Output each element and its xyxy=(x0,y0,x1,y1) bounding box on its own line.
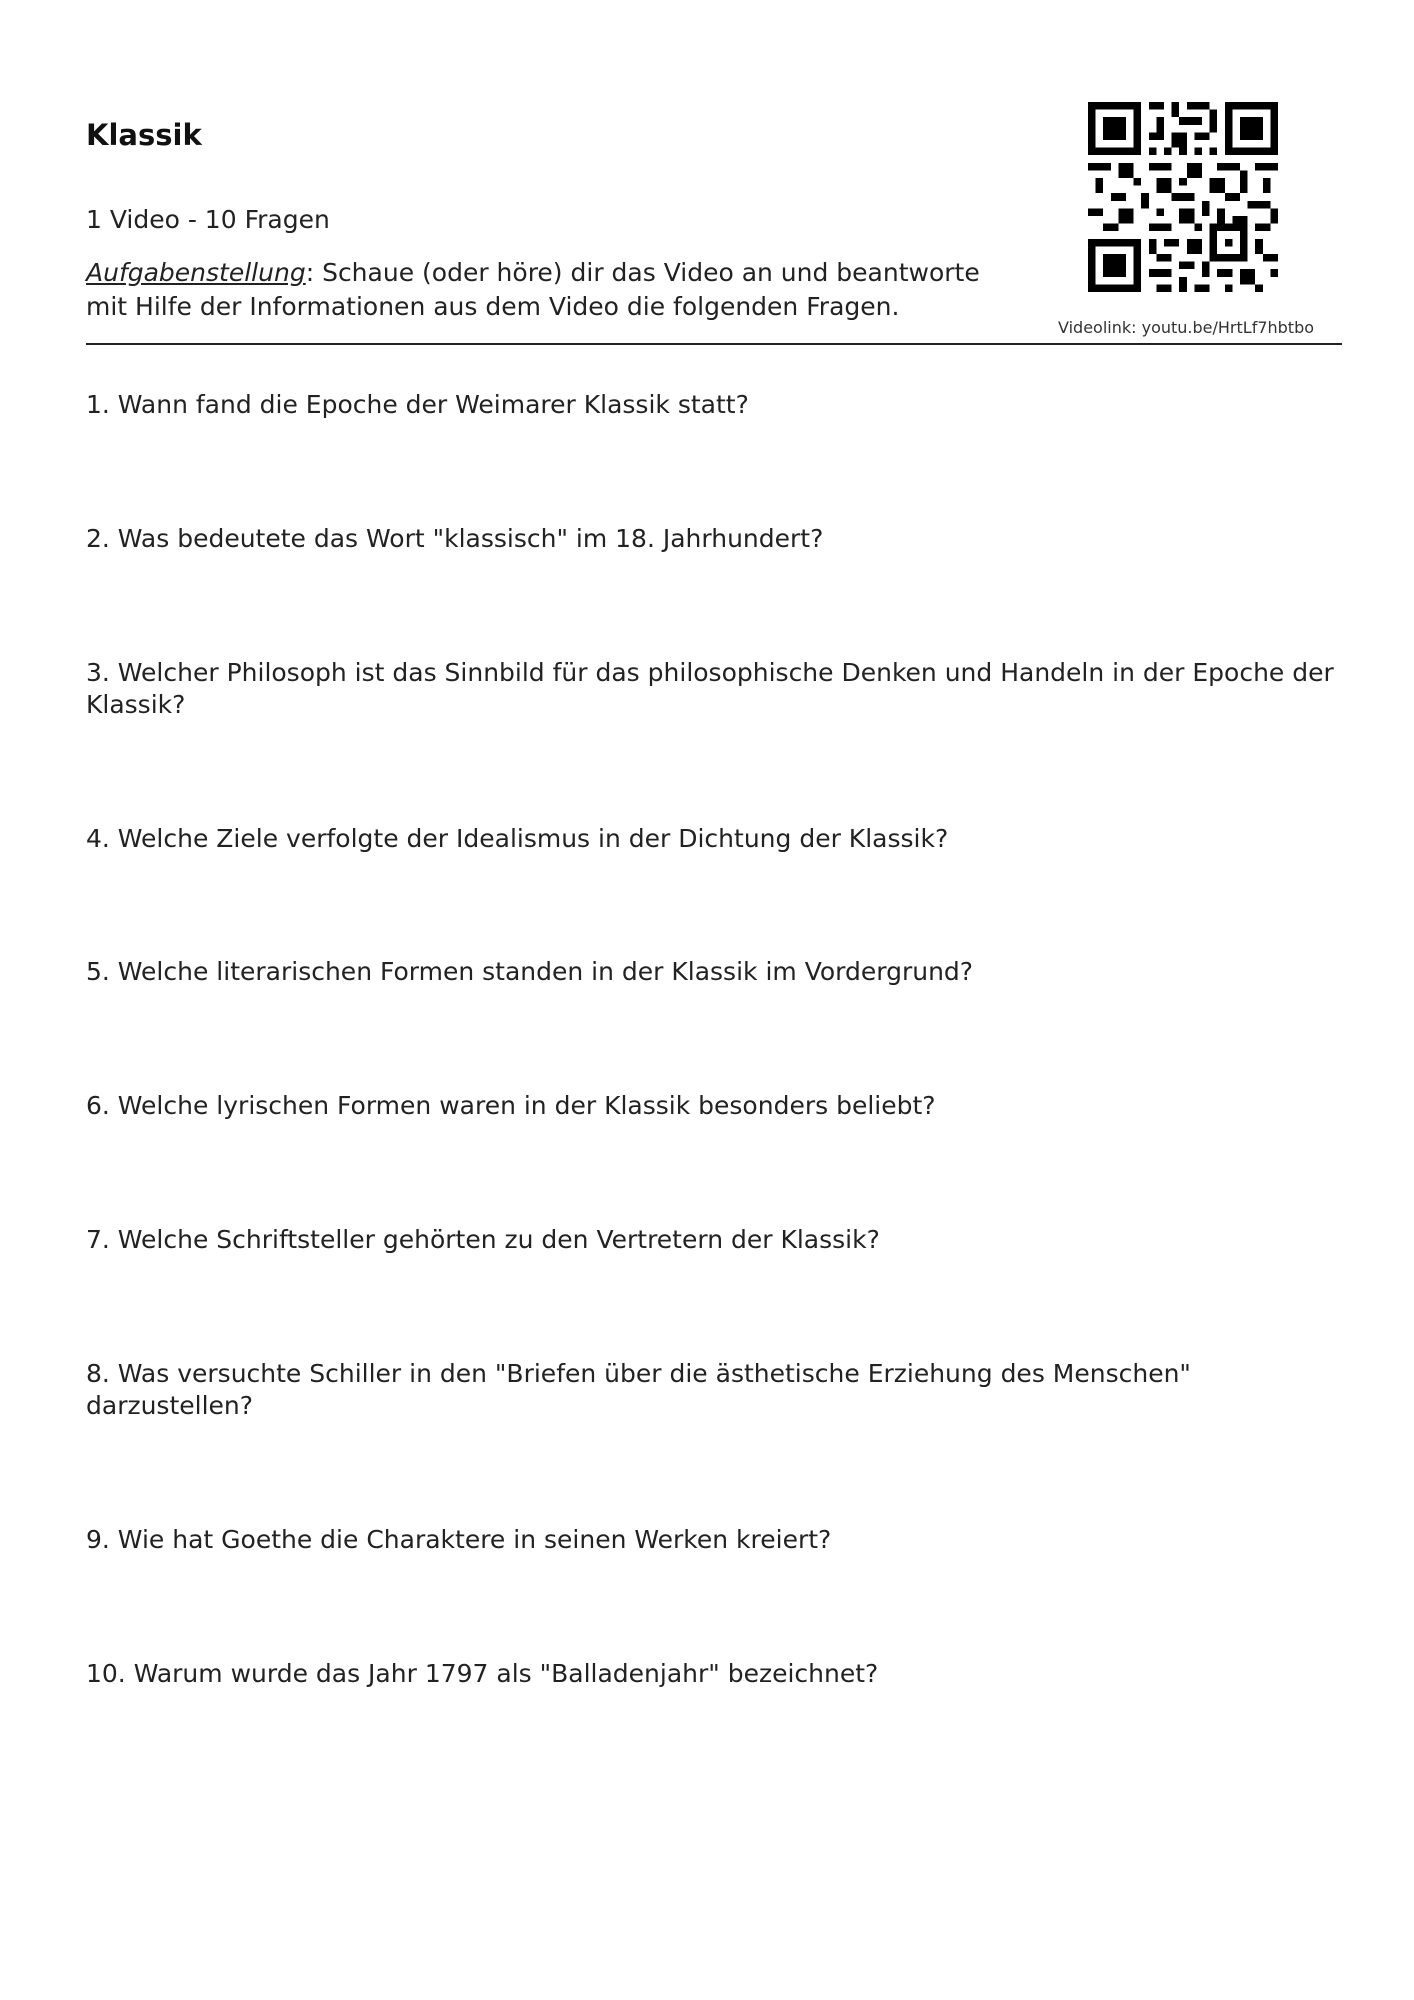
question-6: 6. Welche lyrischen Formen waren in der Klassik besonders beliebt? xyxy=(86,1091,936,1120)
question-2: 2. Was bedeutete das Wort "klassisch" im 18. Jahrhundert? xyxy=(86,524,824,553)
header-divider xyxy=(86,343,1342,345)
page-title: Klassik xyxy=(86,118,202,152)
question-5: 5. Welche literarischen Formen standen in der Klassik im Vordergrund? xyxy=(86,957,974,986)
video-link: Videolink: youtu.be/HrtLf7hbtbo xyxy=(1058,318,1315,337)
question-4: 4. Welche Ziele verfolgte der Idealismus in der Dichtung der Klassik? xyxy=(86,824,949,853)
task-label: Aufgabenstellung xyxy=(86,258,306,287)
question-1: 1. Wann fand die Epoche der Weimarer Klassik statt? xyxy=(86,390,749,419)
question-3: 3. Welcher Philosoph ist das Sinnbild für das philosophische Denken und Handeln in der Epoche der Klassik? xyxy=(86,658,1334,719)
subtitle: 1 Video - 10 Fragen xyxy=(86,205,330,234)
qr-code-icon xyxy=(1088,102,1278,292)
task-text: : Schaue (oder höre) dir das Video an und beantworte mit Hilfe der Informationen aus dem Video die folgenden Fragen. xyxy=(86,258,980,321)
question-10: 10. Warum wurde das Jahr 1797 als "Balladenjahr" bezeichnet? xyxy=(86,1659,879,1688)
question-7: 7. Welche Schriftsteller gehörten zu den Vertretern der Klassik? xyxy=(86,1225,880,1254)
instructions xyxy=(86,256,1026,324)
question-8: 8. Was versuchte Schiller in den "Briefen über die ästhetische Erziehung des Menschen" darzustellen? xyxy=(86,1359,1191,1420)
question-9: 9. Wie hat Goethe die Charaktere in seinen Werken kreiert? xyxy=(86,1525,832,1554)
